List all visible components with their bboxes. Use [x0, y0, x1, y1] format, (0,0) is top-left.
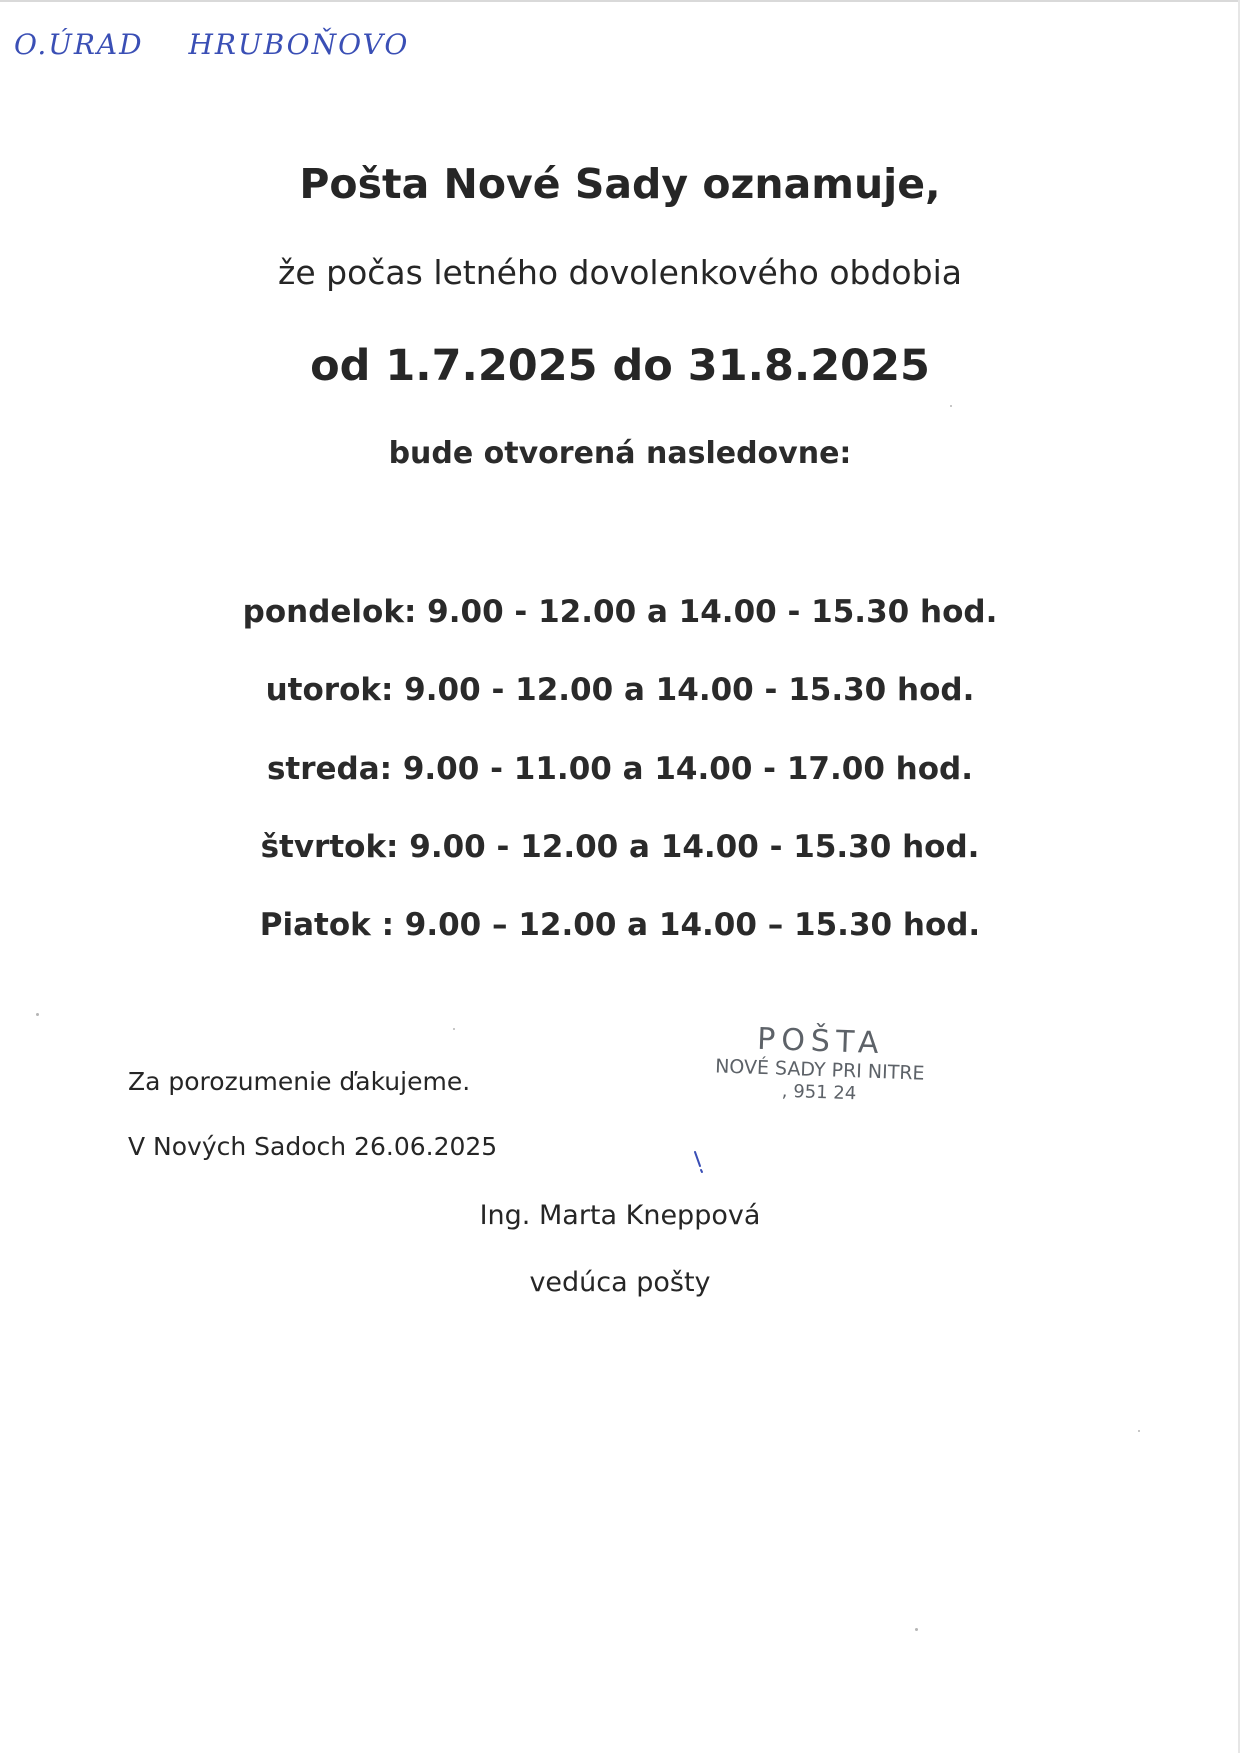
schedule-row-monday: pondelok: 9.00 - 12.00 a 14.00 - 15.30 hod. — [242, 594, 998, 630]
handwritten-note-office: O.ÚRAD — [14, 28, 144, 61]
handwritten-note — [14, 28, 443, 61]
notice-intro: bude otvorená nasledovne: — [388, 436, 852, 471]
schedule-row-thursday: štvrtok: 9.00 - 12.00 a 14.00 - 15.30 hod. — [260, 829, 980, 865]
notice-subtitle: že počas letného dovolenkového obdobia — [278, 253, 962, 292]
closing-place-date: V Nových Sadoch 26.06.2025 — [128, 1132, 498, 1161]
signer-role: vedúca pošty — [529, 1267, 711, 1298]
closing-thanks: Za porozumenie ďakujeme. — [128, 1067, 471, 1096]
schedule-row-wednesday: streda: 9.00 - 11.00 a 14.00 - 17.00 hod. — [266, 751, 974, 787]
scan-speck — [36, 1013, 39, 1016]
schedule-row-tuesday: utorok: 9.00 - 12.00 a 14.00 - 15.30 hod. — [265, 672, 975, 708]
notice-period: od 1.7.2025 do 31.8.2025 — [310, 341, 930, 391]
scan-speck — [950, 405, 952, 407]
stamp-postcode: 951 24 — [792, 1081, 857, 1105]
signature-mark — [692, 1150, 708, 1180]
handwritten-note-village: HRUBOŇOVO — [188, 28, 410, 61]
schedule-row-friday: Piatok : 9.00 – 12.00 a 14.00 – 15.30 hod. — [259, 907, 981, 943]
signer-name: Ing. Marta Kneppová — [479, 1200, 761, 1231]
stamp-line-2: NOVÉ SADY PRI NITRE — [714, 1055, 925, 1085]
notice-title: Pošta Nové Sady oznamuje, — [299, 160, 941, 208]
scan-speck — [1138, 1430, 1140, 1432]
stamp-line-3: , 951 24 — [781, 1080, 857, 1105]
post-office-stamp — [689, 1021, 952, 1108]
stamp-line-1: POŠTA — [756, 1021, 886, 1062]
scan-top-edge — [0, 0, 1240, 2]
scan-speck — [915, 1628, 918, 1631]
scan-speck — [453, 1028, 455, 1030]
